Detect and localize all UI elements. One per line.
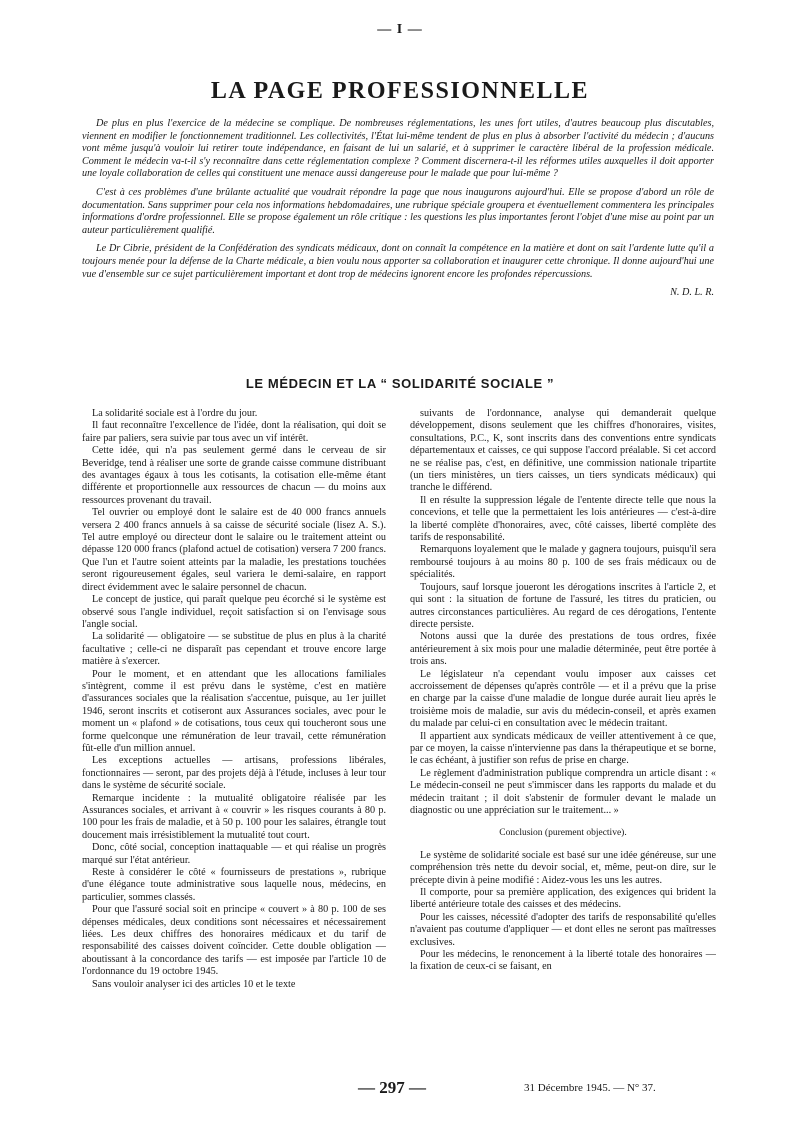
conclusion-paragraph: Le système de solidarité sociale est basé sur une idée généreuse, sur une compréhension très nette du devoir social, et, même, peut-on dire, sur le précepte divin à peine modifié : Aidez-vous les uns les autres. <box>410 849 716 886</box>
editorial-intro <box>82 118 714 300</box>
article-paragraph: Notons aussi que la durée des prestations de tous ordres, fixée antérieurement à six mois pour une maladie déterminée, peut être portée à trois ans. <box>410 631 716 668</box>
article-paragraph: Le législateur n'a cependant voulu imposer aux caisses cet accroissement de dépenses qu'après contrôle — et il a prévu que la prise en charge par la caisse d'une maladie de longue durée aurait lieu après le troisième mois de maladie, sur avis du médecin-conseil, et après examen du malade par celui-ci en consultation avec le médecin traitant. <box>410 668 716 730</box>
article-paragraph: Il faut reconnaître l'excellence de l'idée, dont la réalisation, qui doit se faire par paliers, sera suivie par tous avec un vif intérêt. <box>82 420 386 444</box>
article-paragraph: suivants de l'ordonnance, analyse qui demanderait quelque développement, disons seulement que les chiffres d'honoraires, visites, consultations, P.C., K, sont inscrits dans des conventions entre syndicats départementaux et caisses, ce qui suppose l'accord préalable. Si cet accord ne se réalise pas, c'est, en définitive, une commission nationale tripartite (un tiers ministères, un tiers caisses, un tiers syndicats médicaux) qui tranche le différend. <box>410 408 716 494</box>
conclusion-paragraph: Pour les caisses, nécessité d'adopter des tarifs de responsabilité qu'elles n'avaient pas coutume d'appliquer — et dont elles ne seront pas maîtresses exclusives. <box>410 911 716 948</box>
article-paragraph: Remarque incidente : la mutualité obligatoire réalisée par les Assurances sociales, et arrivant à « couvrir » les risques courants à 80 p. 100 pour les frais de maladie, et à 50 p. 100 pour les salaires, étrangle tout doucement mais irrésistiblement la mutualité tout court. <box>82 792 386 841</box>
article-paragraph: Reste à considérer le côté « fournisseurs de prestations », rubrique d'une élégance toute administrative sous laquelle nous, médecins, en particulier, sommes classés. <box>82 867 386 903</box>
issue-date: 31 Décembre 1945. — N° 37. <box>524 1082 656 1094</box>
page-number: — 297 — <box>358 1078 426 1097</box>
article-title: LE MÉDECIN ET LA “ SOLIDARITÉ SOCIALE ” <box>245 376 555 391</box>
article-paragraph: Les exceptions actuelles — artisans, professions libérales, fonctionnaires — seront, par des projets déjà à l'étude, incluses à leur tour dans le système de sécurité sociale. <box>82 755 386 792</box>
conclusion-paragraph: Il comporte, pour sa première application, des exigences qui brident la liberté antérieure totale des caisses et des médecins. <box>410 887 716 911</box>
article-column-left <box>82 408 386 1056</box>
article-paragraph: Toujours, sauf lorsque joueront les dérogations inscrites à l'article 2, et qui sont : la situation de fortune de l'assuré, les titres du praticien, ou autres circonstances particulières. Au regard de ces dérogations, l'entente directe persiste. <box>410 581 716 630</box>
conclusion-paragraph: Pour les médecins, le renoncement à la liberté totale des honoraires — la fixation de ceux-ci se faisant, en <box>410 949 716 973</box>
article-paragraph: Pour le moment, et en attendant que les allocations familiales s'intègrent, comme il est prévu dans le système, c'est en matière d'assurances sociales que la réalisation s'accentue, puisque, au 1er juillet 1946, seront inscrits et cotiseront aux Assurances sociales, avec pour le moment un « plafond » de cotisations, tous ceux qui toucheront sous une forme quelconque une rémunération de leur travail, cette rémunération fût-elle d'un million annuel. <box>82 668 386 754</box>
article-paragraph: La solidarité — obligatoire — se substitue de plus en plus à la charité facultative ; celle-ci ne disparaît pas cependant et trouve encore large matière à s'exercer. <box>82 631 386 668</box>
conclusion-heading: Conclusion (purement objective). <box>499 828 627 839</box>
article-paragraph: Cette idée, qui n'a pas seulement germé dans le cerveau de sir Beveridge, tend à réaliser une sorte de grande caisse commune distribuant des avantages égaux à tous les cotisants, la cotisation elle-même étant différente et proportionnelle aux ressources de chacun — du moins aux ressources provenant du travail. <box>82 445 386 506</box>
article-column-right <box>410 408 716 1056</box>
article-paragraph: Il en résulte la suppression légale de l'entente directe telle que nous la concevions, et telle que la permettaient les lois antérieures — c'est-à-dire la liberté complète d'honoraires, avec, côté caisses, liberté complète des tarifs de responsabilité. <box>410 494 716 544</box>
intro-paragraph: Le Dr Cibrie, président de la Confédération des syndicats médicaux, dont on connaît la compétence en la matière et dont on sait l'ardente lutte qu'il a toujours menée pour la défense de la Charte médicale, a bien voulu nous apporter sa collaboration et inaugurer cette chronique. Il donne aujourd'hui une vue d'ensemble sur ce sujet particulièrement important et dont trop de médecins ignorent encore les profondes répercussions. <box>82 243 714 280</box>
article-paragraph: La solidarité sociale est à l'ordre du jour. <box>92 408 258 419</box>
article-paragraph: Le concept de justice, qui paraît quelque peu écorché si le système est observé sous l'angle individuel, reçoit satisfaction si on l'envisage sous l'angle social. <box>82 594 386 630</box>
article-paragraph: Pour que l'assuré social soit en principe « couvert » à 80 p. 100 de ses dépenses médicales, deux conditions sont nécessaires et nécessairement liées. Les deux chiffres des honoraires médicaux et du tarif de responsabilité des caisses doivent coïncider. Cette double obligation — aboutissant à la concordance des tarifs — est imposée par l'article 10 de l'ordonnance du 19 octobre 1945. <box>82 904 386 978</box>
article-paragraph: Donc, côté social, conception inattaquable — et qui réalise un progrès marqué sur l'état antérieur. <box>82 842 386 866</box>
intro-paragraph: De plus en plus l'exercice de la médecine se complique. De nombreuses réglementations, les unes fort utiles, d'autres beaucoup plus discutables, viennent en modifier le fonctionnement traditionnel. Les collectivités, l'État lui-même tendent de plus en plus à absorber l'activité du médecin ; d'aucuns vont même jusqu'à vouloir lui retirer toute indépendance, en faisant de lui un salarié, et à supprimer le caractère libéral de la profession médicale. Comment le médecin va-t-il s'y reconnaître dans cette réglementation complexe ? Comment discernera-t-il les réformes utiles auxquelles il doit apporter une loyale collaboration de celles qui constituent une menace aussi dangereuse pour le malade que pour lui-même ? <box>82 118 714 180</box>
section-roman-numeral: — I — <box>377 22 423 37</box>
editorial-signature: N. D. L. R. <box>670 287 714 299</box>
article-paragraph: Remarquons loyalement que le malade y gagnera toujours, puisqu'il sera remboursé toujours à au moins 80 p. 100 de ses frais médicaux ou de spécialités. <box>410 544 716 581</box>
article-paragraph: Il appartient aux syndicats médicaux de veiller attentivement à ce que, par ce moyen, la caisse n'intervienne pas dans la thérapeutique et se borne, le cas échéant, à justifier son refus de prise en charge. <box>410 730 716 767</box>
page-title: LA PAGE PROFESSIONNELLE <box>210 78 590 104</box>
intro-paragraph: C'est à ces problèmes d'une brûlante actualité que voudrait répondre la page que nous inaugurons aujourd'hui. Elle se propose d'abord un rôle de documentation. Sans supprimer pour cela nos informations hebdomadaires, une rubrique spéciale groupera et éventuellement commentera les principales informations d'ordre professionnel. Elle se propose également un rôle critique : les questions les plus importantes feront l'objet d'une mise au point par un auteur particulièrement qualifié. <box>82 186 714 236</box>
article-paragraph: Sans vouloir analyser ici des articles 10 et le texte <box>92 978 296 990</box>
article-paragraph: Le règlement d'administration publique comprendra un article disant : « Le médecin-conseil ne peut s'immiscer dans les rapports du malade et du médecin traitant ; il doit s'abstenir de formuler devant le malade un diagnostic ou une appréciation sur le traitement... » <box>410 767 716 816</box>
article-paragraph: Tel ouvrier ou employé dont le salaire est de 40 000 francs annuels versera 2 400 francs annuels à sa caisse de sécurité sociale (lisez A. S.). Tel autre employé ou directeur dont le salaire ou le traitement atteint ou dépasse 120 000 francs (plafond actuel de cotisation) versera 7 200 francs. Que l'un et l'autre soient atteints par la maladie, les prestations touchées seront rigoureusement égales, seul variera le demi-salaire, en rapport direct évidemment avec le salaire personnel de chacun. <box>82 507 386 593</box>
